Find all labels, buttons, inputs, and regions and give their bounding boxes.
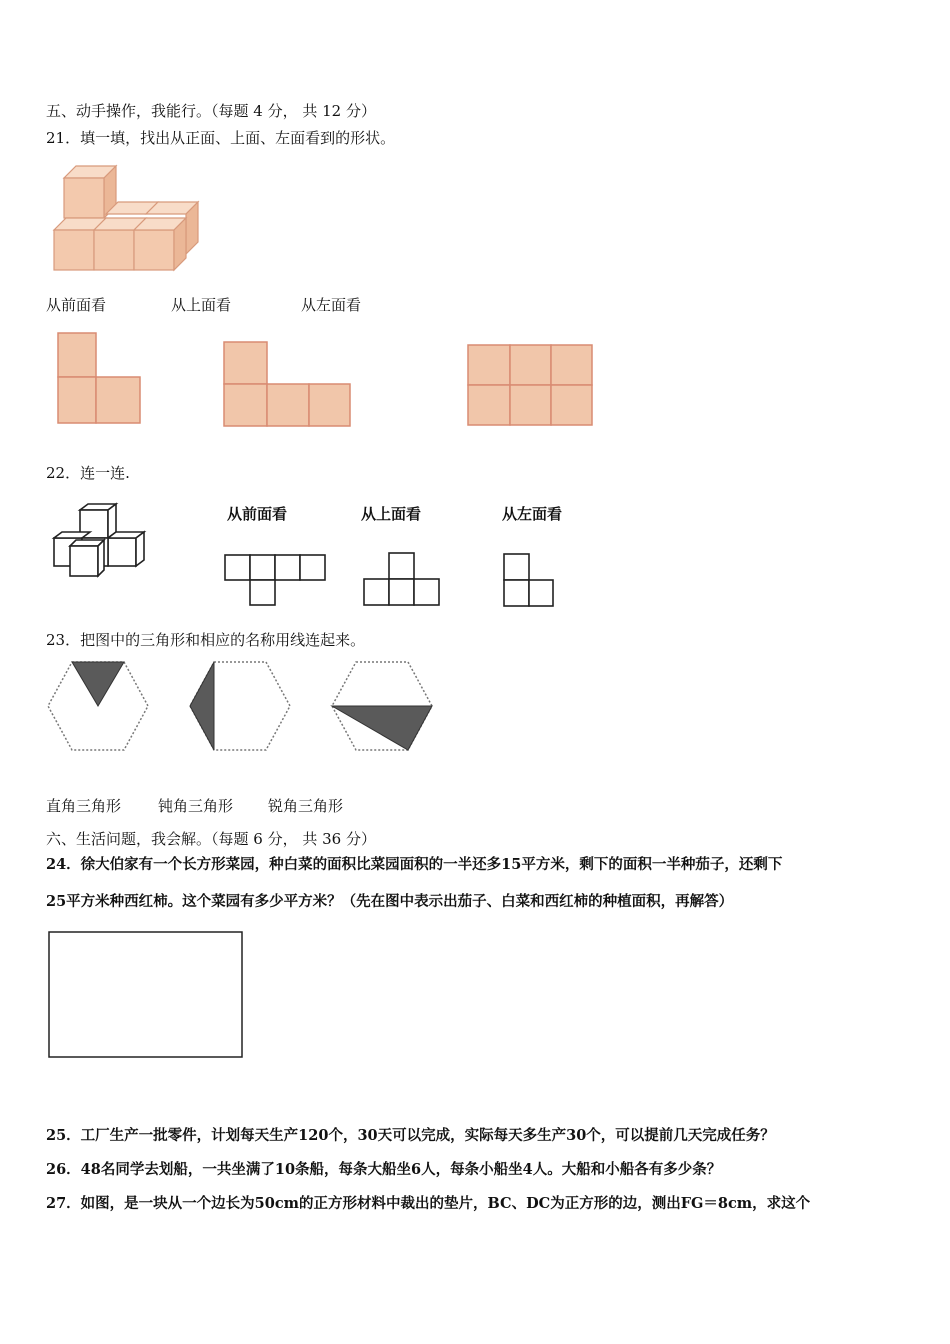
q23-hexagon-b	[188, 660, 292, 752]
q21-front-view-label: 从前面看	[46, 296, 107, 314]
q22-top-view-label: 从上面看	[361, 505, 422, 523]
question-27-text: 27．如图，是一块从一个边长为50cm的正方形材料中裁出的垫片，BC、DC为正方形的边，测出FG＝8cm，求这个	[46, 1195, 811, 1212]
q22-view-shape-a	[223, 550, 329, 608]
q23-hexagon-a	[46, 660, 150, 752]
question-23-text: 23．把图中的三角形和相应的名称用线连起来。	[46, 631, 366, 649]
q22-view-shape-c	[502, 552, 556, 608]
q21-cube-stack-figure	[50, 160, 210, 275]
q23-name-acute-triangle: 锐角三角形	[268, 797, 344, 815]
question-24-line-2: 25平方米种西红柿。这个菜园有多少平方米？（先在图中表示出茄子、白菜和西红柿的种植面积，再解答）	[46, 893, 734, 910]
q21-left-view-label: 从左面看	[301, 296, 362, 314]
q22-front-view-label: 从前面看	[227, 505, 288, 523]
question-21-text: 21．填一填，找出从正面、上面、左面看到的形状。	[46, 129, 396, 147]
q24-garden-rectangle	[48, 931, 244, 1059]
section-6-heading: 六、生活问题，我会解。（每题 6 分， 共 36 分）	[46, 830, 376, 848]
question-25-text: 25．工厂生产一批零件，计划每天生产120个，30天可以完成，实际每天多生产30个，可以提前几天完成任务？	[46, 1127, 775, 1144]
q23-name-right-triangle: 直角三角形	[46, 797, 122, 815]
question-22-text: 22．连一连.	[46, 464, 130, 482]
q21-view-shape-a	[56, 331, 142, 425]
q21-view-shape-c	[466, 343, 594, 427]
question-26-text: 26．48名同学去划船，一共坐满了10条船，每条大船坐6人，每条小船坐4人。大船和小船各有多少条？	[46, 1161, 722, 1178]
q23-name-obtuse-triangle: 钝角三角形	[158, 797, 234, 815]
q22-left-view-label: 从左面看	[502, 505, 563, 523]
q22-view-shape-b	[363, 550, 441, 608]
q21-view-shape-b	[222, 340, 352, 428]
question-24-line-1: 24．徐大伯家有一个长方形菜园，种白菜的面积比菜园面积的一半还多15平方米，剩下的面积一半种茄子，还剩下	[46, 856, 783, 873]
section-5-heading: 五、动手操作，我能行。（每题 4 分， 共 12 分）	[46, 102, 376, 120]
q21-top-view-label: 从上面看	[171, 296, 232, 314]
q22-cube-figure	[52, 500, 152, 582]
q23-hexagon-c	[330, 660, 434, 752]
